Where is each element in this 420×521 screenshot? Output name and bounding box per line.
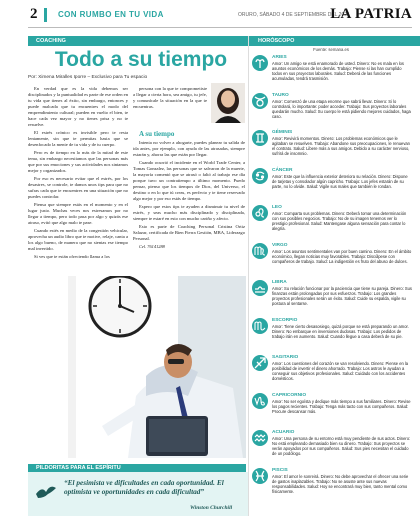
paragraph: persona con la que te comprometiste a llegar a cierta hora, sea amigo, tu jefe, y comunícale la situación en la que te encuentras. [133, 86, 207, 109]
paragraph: Cuando ocurrió el incidente en el World Trade Center, a Tomas Gonzalez, las personas que se salvaron de la muerte, la mayoría comentó que se atrasó o faltó al trabajo ese día porque tuvo un contratiempo a último momento. Puedo pensar, pienso que los tiempos de Dios, del Universo, el destino o en lo que tú creas, es perfecto y te tiene reservado algo mejor y por eso estás de tiempo. [133, 160, 245, 201]
sign-acuario [252, 430, 412, 466]
quote-author: Winston Churchill [190, 505, 233, 511]
sign-forecast: Amor: El amor le sonreirá. Dinero: No debe aprovechar el ofrecer una serie de gastos inaplazables. Trabajo: No se asuste ante sus nuevas responsabilidades. Salud: Hoy se encontrará muy bien, tanto mental como físicamente. [272, 474, 409, 495]
article-byline: Por: Ximena Miralles Iporre – Exclusivo para Tu espacio [28, 75, 148, 80]
sign-forecast: Amor: Una persona de su entorno está muy pendiente de sus actos. Dinero: No está empleando demasiado bien su dinero. Trabajo: Sus proyectos se verán apoyados por sus compañeros. Salud: Sus pies necesitan el cuidado de un podólogo. [272, 436, 411, 457]
taurus-icon [252, 93, 268, 109]
sign-libra [252, 280, 412, 316]
sign-forecast: Amor: Este que la influencia exterior deteriora su relación. Dinero: Dispone de tarjetas y consolador algún capricho. Trabajo: Los jefes estarán de su parte, no lo olvide. Salud: Vigile sus males que también le rondan. [272, 174, 408, 190]
paragraph: Pero es de tiempo en lo más de la mitad de este tema, sin embargo necesitamos que las personas más que por sus emociones y sus actividades nos sintamos mejor y organizados. [28, 150, 128, 173]
article-photo [28, 276, 246, 458]
contact-phone: Cel. 76141288 [139, 244, 165, 249]
sign-forecast: Amor: No ser egoísta y dedique más tiempo a sus familiares. Dinero: Revise los pagos recientes. Trabajo: Tenga más tacto con sus compañeros. Salud: Procure descansar más. [272, 399, 411, 415]
sign-name: LEO [272, 205, 282, 210]
libra-icon [252, 280, 268, 296]
leo-icon [252, 205, 268, 221]
section-title: CON RUMBO EN TU VIDA [58, 10, 164, 19]
sign-cancer [252, 168, 412, 204]
article-column-1 [28, 86, 128, 278]
paragraph: Esto es parte de Coaching Personal Cristina Ortiz Salazar, certificada de Bien Fierra Gestión, MBA, Liderazgo Personal. [133, 224, 245, 241]
sign-name: VIRGO [272, 243, 288, 248]
sign-escorpio [252, 318, 412, 354]
sign-capricornio [252, 393, 412, 429]
article-subhead: A su tiempo [139, 130, 175, 138]
sagittarius-icon [252, 355, 268, 371]
sign-sagitario [252, 355, 412, 391]
dateline: ORURO, SÁBADO 4 DE SEPTIEMBRE DEL 2021 [238, 12, 350, 18]
sign-forecast: Amor: Comenzó de una etapa enorme que sabrá llevar. Dinero: Si lo controlará, lo importante: poder acceder. Trabajo: Sus proyectos laborales quedarán mucho. Salud: Su cuerpo le está pidiendo mejores cuidados, haga caso. [272, 99, 411, 120]
paragraph: El estrés crónico es invisible pero te resta lentamente, sin que te permitas hasta que se desenfocado la mente de tu vida y de tu cuerpo. [28, 130, 128, 147]
sign-name: TAURO [272, 93, 289, 98]
paragraph: Piensa que siempre estás en el momento y en el lugar justo. Muchas veces nos estresamos por no llegar a tiempo, pero todo pasa por algo y quizás ese atraso, evitó que algo malo te pase. [28, 202, 128, 225]
sign-aries [252, 55, 412, 91]
paragraph: Cuando estés en medio de la congestión vehicular, aprovecha un audio libro que te motive, relaje, canta a los algo bueno, de manera que no sientas ese tiempo mal invertido. [28, 228, 128, 251]
horoscope-label: HORÓSCOPO [250, 36, 420, 46]
header-rule [28, 27, 412, 28]
article-column-2 [133, 130, 245, 280]
gemini-icon [252, 130, 268, 146]
scorpio-icon [252, 318, 268, 334]
paragraph: Por eso es necesario evitar que el estrés, por los desastres, se controle, te damos unos tips para que no sufras cada que te encuentres en una situación que no puedes controlar. [28, 176, 128, 199]
aries-icon [252, 55, 268, 71]
quote-text: “El pesimista ve dificultades en cada oportunidad. El optimista ve oportunidades en cada dificultad” [64, 478, 224, 496]
dove-icon [34, 480, 58, 504]
paragraph: Intenta no volver a ahogarte, puedes planear tu salida de ida antes, por ejemplo, con ayuda de las atrasadas, siempre estarán y, ahorra las que están por llegar. [133, 140, 245, 157]
sign-name: PISCIS [272, 468, 288, 473]
sign-forecast: Amor: Los asuntos sentimentales van por buen camino. Dinero: En el ámbito económico, llegan noticias muy favorables. Trabajo: Discúlpese con compañeros de trabajo. Salud: La indigestión es fruto del abuso de dulces. [272, 249, 412, 265]
sign-name: GÉMINIS [272, 130, 293, 135]
pisces-icon [252, 468, 268, 484]
aquarius-icon [252, 430, 268, 446]
sign-name: ESCORPIO [272, 318, 298, 323]
paragraph: Espero que estos tips te ayuden a disminuir tu nivel de estrés, y seas mucho más disciplinado y disciplinada, siempre te estaré en esto con mucho cariño y afecto. [133, 204, 245, 221]
page-number: 2 [30, 6, 38, 22]
virgo-icon [252, 243, 268, 259]
sign-leo [252, 205, 412, 241]
sign-geminis [252, 130, 412, 166]
sign-tauro [252, 93, 412, 129]
sign-name: LIBRA [272, 280, 287, 285]
sign-name: CÁNCER [272, 168, 293, 173]
sign-name: ACUARIO [272, 430, 295, 435]
capricorn-icon [252, 393, 268, 409]
sign-forecast: Amor: Revivirá momentos. Dinero: Los problemas económicos que le agitaban se resuelven. Trabajo: Abandone sus preocupaciones, le renuevan el contrato. Salud: Libere más a sus amigos. Debido a su carácter nervioso, sufrirá de insomnio. [272, 136, 410, 157]
sign-name: SAGITARIO [272, 355, 299, 360]
sign-piscis [252, 468, 412, 504]
pildoritas-label: PILDORITAS PARA EL ESPÍRITU [28, 464, 246, 472]
newspaper-logo: LA PATRIA [330, 6, 412, 22]
paragraph: En verdad que es la vida debemos ser disciplinados y la puntualidad es parte de ese orden en tu vida que tienes al éxito, sin embargo, entonces y puede malcada que tu encuentres el modo del emprendimiento cultural; pueden en vuelto el bien, te hace cada vez mayor y no tienes prisa y no te resuelve. [28, 86, 128, 127]
sign-name: ARIES [272, 55, 287, 60]
sign-virgo [252, 243, 412, 279]
horoscope-source: Fuente: semana.es [313, 47, 349, 52]
sign-forecast: Amor: Los cuestiones del corazón se van resolviendo. Dinero: Piense en la posibilidad de invertir el dinero ahorrado. Trabajo: Los astros le ayudan a conseguir sus objetivos profesionales. Salud: Cuidado con los accidentes domésticos. [272, 361, 409, 382]
column-divider [248, 36, 249, 516]
cancer-icon [252, 168, 268, 184]
page-header [0, 0, 420, 28]
article-column-2-top [133, 86, 207, 128]
coaching-label: COACHING [28, 36, 254, 46]
paragraph: Si ves que te están ofreciendo llama a los [34, 254, 110, 259]
sign-forecast: Amor: Comparta sus problemas. Dinero: Deberá tomar una determinación con sus posibles negocios. Trabajo: No de su imagen tenemos ver lo prestigio profesional. Salud: Mantengase alguna sensación para contar lo alegría. [272, 211, 407, 232]
article-title: Todo a su tiempo [54, 48, 228, 71]
author-portrait [211, 83, 245, 123]
sign-forecast: Amor: Su relación funcionar por la paciencia que tiene su pareja. Dinero: Sus finanzas están prolongadas por sus esfuerzos. Trabajo: Los grandes proyectos profesionales serán un éxito. Salud: Cuide su espalda, vigile su postura al sentarse. [272, 286, 412, 307]
sign-forecast: Amor: Tiene cierto desasosiego, quizá porque se está preparando un amor. Dinero: No embarque en inversiones dudosas. Trabajo: Los pedidos de trabajo irán en aumento. Salud: Cuando llegue a casa deberá de su pie. [272, 324, 409, 340]
section-divider [44, 8, 47, 22]
sign-name: CAPRICORNIO [272, 393, 307, 398]
sign-forecast: Amor: Un amigo se está enamorado de usted. Dinero: No es mala en los asuntos económicos de los demás. Trabajo: Piense si las han cumplido todos en sus proyectos laborales. Salud: Deberá de las funciones acumuladas, tendrá trasmisión. [272, 61, 404, 82]
